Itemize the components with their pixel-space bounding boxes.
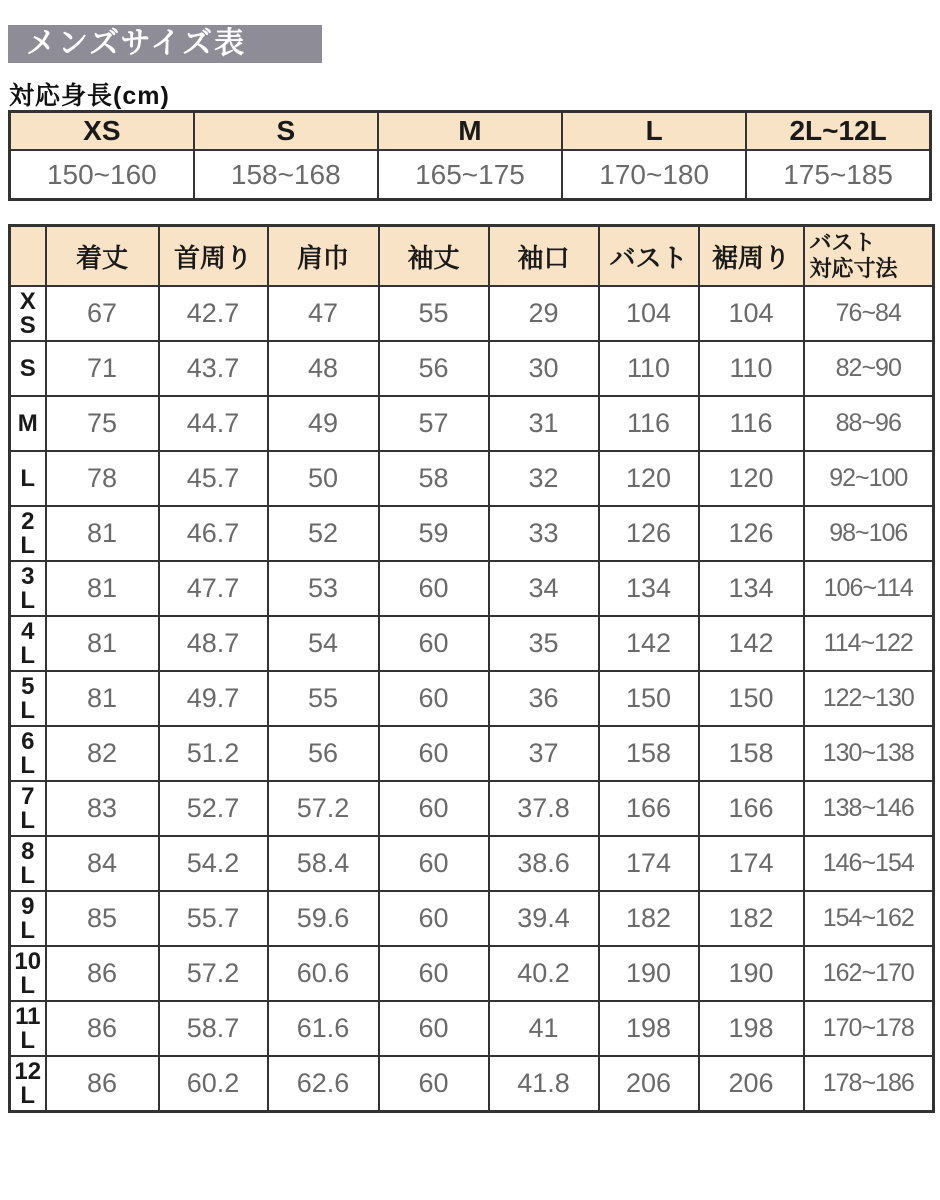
size-value-cell: 81 xyxy=(46,616,159,671)
size-row-label-line: L xyxy=(20,696,36,724)
size-table-header-row xyxy=(10,226,934,287)
size-value-cell: 126 xyxy=(599,506,699,561)
height-table-header-row xyxy=(10,112,931,151)
size-row-label-line: 12 xyxy=(14,1057,42,1085)
size-row-label xyxy=(10,781,46,836)
size-row-label xyxy=(10,341,46,396)
size-row-label-line: 5 xyxy=(21,672,35,700)
size-col-header-line: バスト xyxy=(809,230,876,255)
size-value-cell: 92~100 xyxy=(804,451,934,506)
size-value-cell: 48.7 xyxy=(159,616,268,671)
size-value-cell: 45.7 xyxy=(159,451,268,506)
size-table-row xyxy=(10,891,934,946)
size-value-cell: 182 xyxy=(599,891,699,946)
size-value-cell: 82~90 xyxy=(804,341,934,396)
size-value-cell: 116 xyxy=(699,396,804,451)
size-col-header-line: 対応寸法 xyxy=(809,256,898,281)
size-value-cell: 57.2 xyxy=(159,946,268,1001)
size-value-cell: 39.4 xyxy=(489,891,599,946)
size-table-row xyxy=(10,836,934,891)
size-value-cell: 52 xyxy=(268,506,379,561)
size-value-cell: 84 xyxy=(46,836,159,891)
size-row-label xyxy=(10,396,46,451)
size-value-cell: 158 xyxy=(599,726,699,781)
size-value-cell: 198 xyxy=(599,1001,699,1056)
size-corner-cell xyxy=(10,226,46,287)
size-row-label-line: 9 xyxy=(21,892,35,920)
height-col-header: S xyxy=(194,112,378,151)
size-value-cell: 174 xyxy=(599,836,699,891)
size-row-label xyxy=(10,561,46,616)
size-row-label-line: L xyxy=(20,464,36,492)
size-row-label-line: L xyxy=(20,861,36,889)
mens-size-table xyxy=(8,224,935,1113)
size-row-label-line: 4 xyxy=(21,617,35,645)
size-value-cell: 166 xyxy=(699,781,804,836)
height-range-cell: 158~168 xyxy=(194,150,378,200)
size-value-cell: 114~122 xyxy=(804,616,934,671)
height-col-header: XS xyxy=(10,112,194,151)
size-row-label-line: 2 xyxy=(21,507,35,535)
size-value-cell: 82 xyxy=(46,726,159,781)
size-value-cell: 44.7 xyxy=(159,396,268,451)
size-value-cell: 56 xyxy=(268,726,379,781)
size-value-cell: 37.8 xyxy=(489,781,599,836)
size-value-cell: 60 xyxy=(379,726,489,781)
size-row-label xyxy=(10,506,46,561)
size-value-cell: 56 xyxy=(379,341,489,396)
size-value-cell: 110 xyxy=(599,341,699,396)
height-range-table xyxy=(8,110,932,201)
size-value-cell: 60 xyxy=(379,1056,489,1112)
size-value-cell: 54 xyxy=(268,616,379,671)
size-value-cell: 49 xyxy=(268,396,379,451)
size-value-cell: 154~162 xyxy=(804,891,934,946)
size-value-cell: 158 xyxy=(699,726,804,781)
size-value-cell: 86 xyxy=(46,1001,159,1056)
size-value-cell: 170~178 xyxy=(804,1001,934,1056)
size-row-label-line: L xyxy=(20,751,36,779)
size-value-cell: 55 xyxy=(268,671,379,726)
size-value-cell: 53 xyxy=(268,561,379,616)
size-table-body xyxy=(10,286,934,1112)
size-row-label-line: L xyxy=(20,586,36,614)
size-value-cell: 41 xyxy=(489,1001,599,1056)
size-value-cell: 104 xyxy=(699,286,804,341)
size-value-cell: 37 xyxy=(489,726,599,781)
size-value-cell: 150 xyxy=(599,671,699,726)
size-value-cell: 41.8 xyxy=(489,1056,599,1112)
size-col-header xyxy=(804,226,934,287)
size-row-label xyxy=(10,616,46,671)
size-row-label xyxy=(10,726,46,781)
size-col-header: 着丈 xyxy=(46,226,159,287)
height-col-header: L xyxy=(562,112,746,151)
size-row-label-line: 6 xyxy=(21,727,35,755)
size-table-row xyxy=(10,1001,934,1056)
size-value-cell: 31 xyxy=(489,396,599,451)
size-value-cell: 57.2 xyxy=(268,781,379,836)
size-value-cell: 32 xyxy=(489,451,599,506)
size-value-cell: 61.6 xyxy=(268,1001,379,1056)
size-value-cell: 166 xyxy=(599,781,699,836)
size-row-label-line: L xyxy=(20,916,36,944)
size-value-cell: 198 xyxy=(699,1001,804,1056)
size-value-cell: 33 xyxy=(489,506,599,561)
size-row-label-line: L xyxy=(20,1026,36,1054)
size-value-cell: 116 xyxy=(599,396,699,451)
size-value-cell: 67 xyxy=(46,286,159,341)
size-row-label xyxy=(10,836,46,891)
size-row-label-line: L xyxy=(20,1081,36,1109)
size-value-cell: 43.7 xyxy=(159,341,268,396)
size-value-cell: 40.2 xyxy=(489,946,599,1001)
size-value-cell: 35 xyxy=(489,616,599,671)
size-col-header: 首周り xyxy=(159,226,268,287)
size-row-label-line: 8 xyxy=(21,837,35,865)
size-value-cell: 98~106 xyxy=(804,506,934,561)
size-value-cell: 134 xyxy=(599,561,699,616)
size-value-cell: 134 xyxy=(699,561,804,616)
size-value-cell: 146~154 xyxy=(804,836,934,891)
height-col-header: M xyxy=(378,112,562,151)
size-value-cell: 206 xyxy=(599,1056,699,1112)
size-row-label-line: 10 xyxy=(14,947,42,975)
size-value-cell: 142 xyxy=(599,616,699,671)
size-value-cell: 83 xyxy=(46,781,159,836)
size-value-cell: 88~96 xyxy=(804,396,934,451)
size-table-row xyxy=(10,451,934,506)
size-table-row xyxy=(10,561,934,616)
size-value-cell: 62.6 xyxy=(268,1056,379,1112)
size-row-label xyxy=(10,1001,46,1056)
size-value-cell: 38.6 xyxy=(489,836,599,891)
size-value-cell: 162~170 xyxy=(804,946,934,1001)
size-row-label xyxy=(10,1056,46,1112)
size-value-cell: 34 xyxy=(489,561,599,616)
size-value-cell: 57 xyxy=(379,396,489,451)
size-row-label-line: 3 xyxy=(21,562,35,590)
size-value-cell: 126 xyxy=(699,506,804,561)
height-range-cell: 175~185 xyxy=(746,150,930,200)
size-row-label-line: M xyxy=(17,409,38,437)
size-value-cell: 190 xyxy=(699,946,804,1001)
size-col-header: バスト xyxy=(599,226,699,287)
size-value-cell: 86 xyxy=(46,946,159,1001)
size-value-cell: 60 xyxy=(379,836,489,891)
size-row-label xyxy=(10,451,46,506)
size-value-cell: 81 xyxy=(46,671,159,726)
size-table-row xyxy=(10,396,934,451)
size-row-label-line: L xyxy=(20,531,36,559)
height-col-header: 2L~12L xyxy=(746,112,930,151)
height-range-cell: 165~175 xyxy=(378,150,562,200)
size-row-label xyxy=(10,891,46,946)
size-table-row xyxy=(10,286,934,341)
size-value-cell: 120 xyxy=(699,451,804,506)
size-value-cell: 60 xyxy=(379,946,489,1001)
size-value-cell: 46.7 xyxy=(159,506,268,561)
size-value-cell: 47 xyxy=(268,286,379,341)
size-value-cell: 190 xyxy=(599,946,699,1001)
size-value-cell: 51.2 xyxy=(159,726,268,781)
height-table-caption: 対応身長(cm) xyxy=(9,82,170,110)
size-table-row xyxy=(10,946,934,1001)
size-value-cell: 55 xyxy=(379,286,489,341)
size-value-cell: 81 xyxy=(46,561,159,616)
size-value-cell: 120 xyxy=(599,451,699,506)
size-row-label xyxy=(10,286,46,341)
height-range-cell: 150~160 xyxy=(10,150,194,200)
page-title: メンズサイズ表 xyxy=(8,25,322,63)
size-value-cell: 85 xyxy=(46,891,159,946)
size-col-header: 肩巾 xyxy=(268,226,379,287)
size-value-cell: 138~146 xyxy=(804,781,934,836)
size-table-row xyxy=(10,671,934,726)
size-value-cell: 60 xyxy=(379,781,489,836)
size-table-row xyxy=(10,616,934,671)
size-value-cell: 76~84 xyxy=(804,286,934,341)
size-value-cell: 60 xyxy=(379,1001,489,1056)
size-value-cell: 60 xyxy=(379,671,489,726)
size-col-header: 裾周り xyxy=(699,226,804,287)
size-value-cell: 59.6 xyxy=(268,891,379,946)
size-value-cell: 60 xyxy=(379,891,489,946)
size-value-cell: 55.7 xyxy=(159,891,268,946)
size-value-cell: 29 xyxy=(489,286,599,341)
size-value-cell: 60.2 xyxy=(159,1056,268,1112)
size-value-cell: 182 xyxy=(699,891,804,946)
size-table-row xyxy=(10,506,934,561)
size-value-cell: 30 xyxy=(489,341,599,396)
size-col-header: 袖丈 xyxy=(379,226,489,287)
size-value-cell: 58.4 xyxy=(268,836,379,891)
size-value-cell: 52.7 xyxy=(159,781,268,836)
size-row-label-line: L xyxy=(20,641,36,669)
size-value-cell: 49.7 xyxy=(159,671,268,726)
size-value-cell: 110 xyxy=(699,341,804,396)
size-value-cell: 178~186 xyxy=(804,1056,934,1112)
size-value-cell: 60.6 xyxy=(268,946,379,1001)
size-value-cell: 60 xyxy=(379,561,489,616)
size-value-cell: 122~130 xyxy=(804,671,934,726)
size-value-cell: 106~114 xyxy=(804,561,934,616)
size-value-cell: 150 xyxy=(699,671,804,726)
height-table-value-row xyxy=(10,150,931,200)
size-col-header: 袖口 xyxy=(489,226,599,287)
size-value-cell: 130~138 xyxy=(804,726,934,781)
size-row-label-line: 7 xyxy=(21,782,35,810)
size-value-cell: 54.2 xyxy=(159,836,268,891)
size-value-cell: 142 xyxy=(699,616,804,671)
size-value-cell: 81 xyxy=(46,506,159,561)
size-value-cell: 75 xyxy=(46,396,159,451)
size-row-label xyxy=(10,671,46,726)
size-value-cell: 104 xyxy=(599,286,699,341)
size-value-cell: 48 xyxy=(268,341,379,396)
size-value-cell: 59 xyxy=(379,506,489,561)
size-value-cell: 50 xyxy=(268,451,379,506)
size-row-label-line: X xyxy=(19,287,36,315)
size-value-cell: 36 xyxy=(489,671,599,726)
size-row-label-line: S xyxy=(19,354,36,382)
size-table-row xyxy=(10,726,934,781)
size-value-cell: 206 xyxy=(699,1056,804,1112)
size-row-label-line: L xyxy=(20,971,36,999)
size-value-cell: 58.7 xyxy=(159,1001,268,1056)
size-value-cell: 86 xyxy=(46,1056,159,1112)
size-value-cell: 78 xyxy=(46,451,159,506)
size-value-cell: 58 xyxy=(379,451,489,506)
size-table-row xyxy=(10,781,934,836)
size-row-label xyxy=(10,946,46,1001)
size-value-cell: 174 xyxy=(699,836,804,891)
size-value-cell: 47.7 xyxy=(159,561,268,616)
size-row-label-line: S xyxy=(19,311,36,339)
size-value-cell: 42.7 xyxy=(159,286,268,341)
size-value-cell: 71 xyxy=(46,341,159,396)
size-table-row xyxy=(10,1056,934,1112)
size-row-label-line: 11 xyxy=(15,1002,41,1030)
size-value-cell: 60 xyxy=(379,616,489,671)
size-table-row xyxy=(10,341,934,396)
height-range-cell: 170~180 xyxy=(562,150,746,200)
size-row-label-line: L xyxy=(20,806,36,834)
